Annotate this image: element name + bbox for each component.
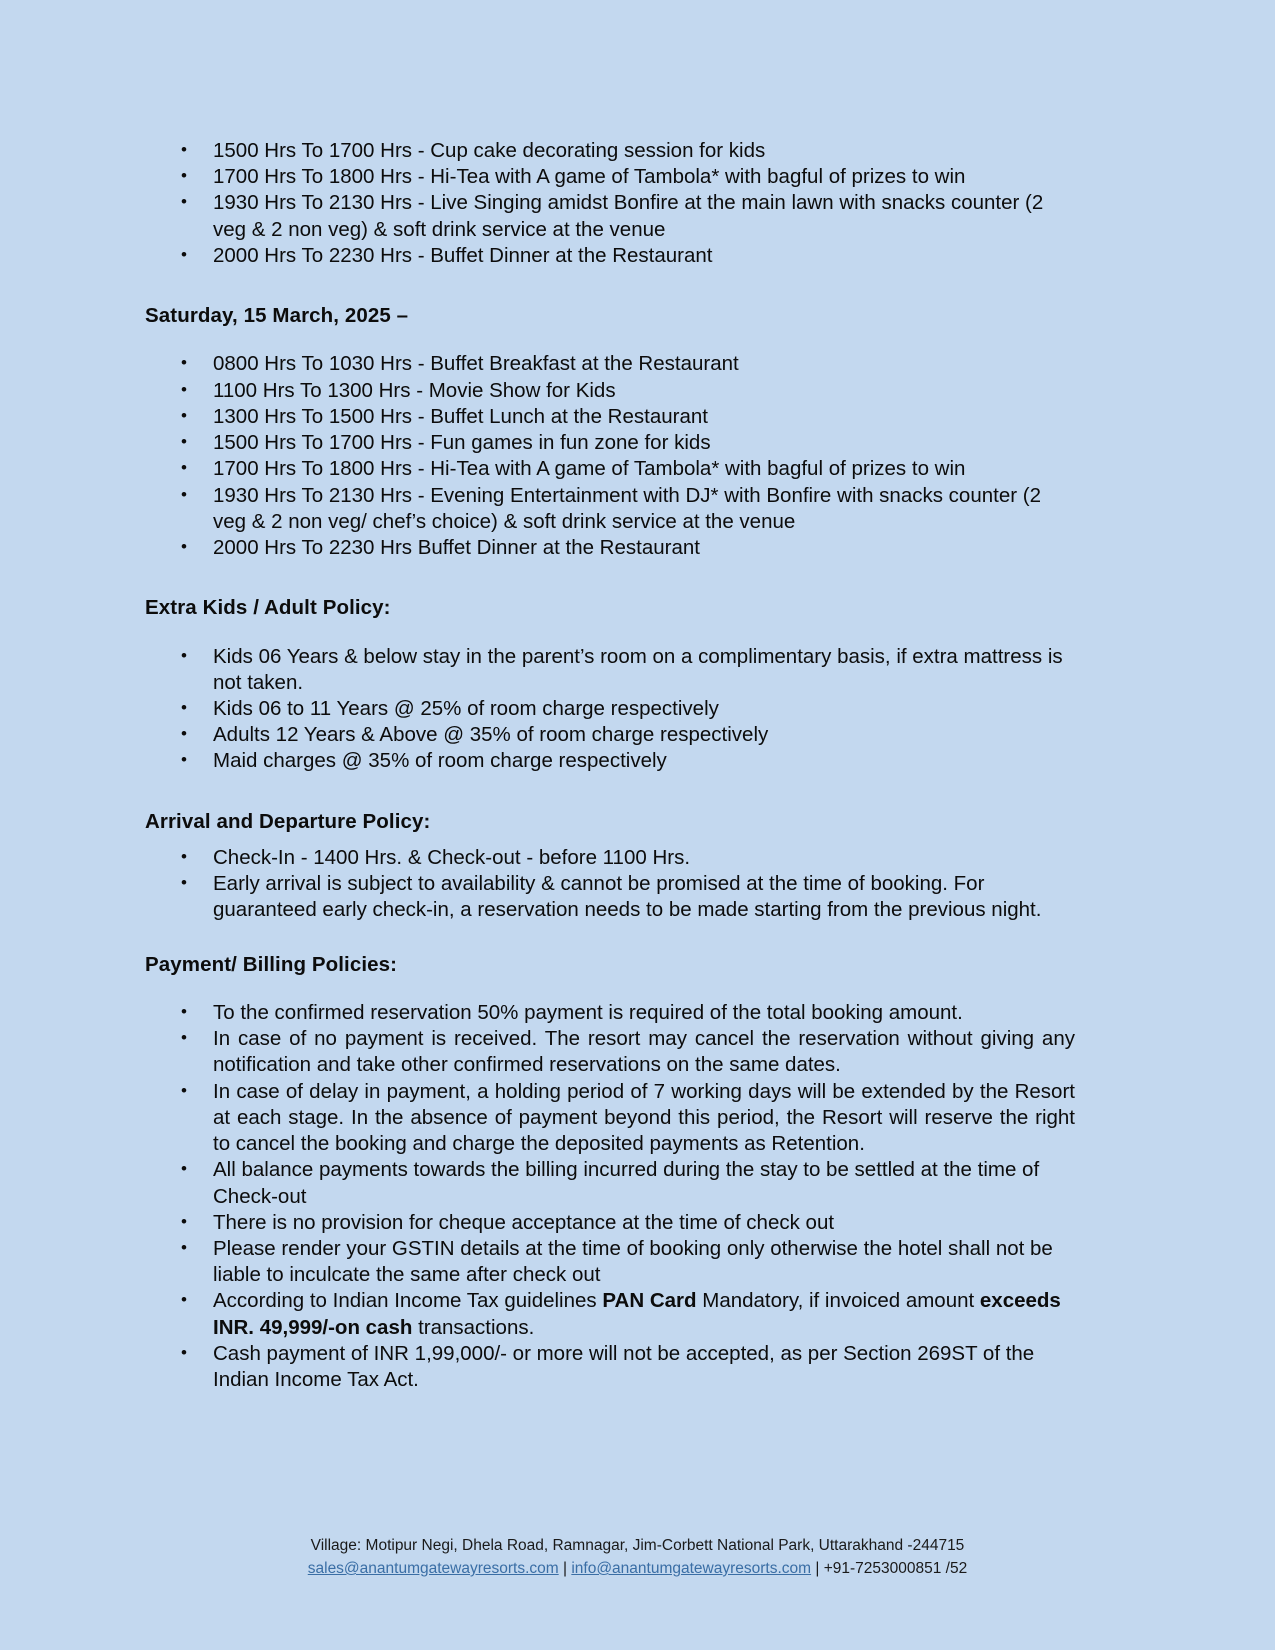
footer-email-info-link[interactable]: info@anantumgatewayresorts.com — [571, 1560, 812, 1577]
list-item: • 1930 Hrs To 2130 Hrs - Live Singing amidst Bonfire at the main lawn with snacks counter (2 veg & 2 non veg) & soft drink service at the venue — [145, 190, 1075, 242]
pan-prefix: According to Indian Income Tax guidelines — [213, 1289, 603, 1313]
saturday-heading: Saturday, 15 March, 2025 – — [145, 304, 409, 328]
footer-separator-2: | — [811, 1560, 824, 1577]
list-item: • To the confirmed reservation 50% payment is required of the total booking amount. — [145, 1000, 1075, 1026]
document-content — [145, 138, 1075, 1393]
list-item: • 2000 Hrs To 2230 Hrs Buffet Dinner at the Restaurant — [145, 535, 1075, 561]
pan-middle: Mandatory, if invoiced amount — [696, 1289, 980, 1313]
list-item: • 0800 Hrs To 1030 Hrs - Buffet Breakfast at the Restaurant — [145, 351, 1075, 377]
saturday-schedule-list — [145, 351, 1075, 561]
list-item: • 1500 Hrs To 1700 Hrs - Cup cake decorating session for kids — [145, 138, 1075, 164]
list-item: • Early arrival is subject to availability & cannot be promised at the time of booking. For guaranteed early check-in, a reservation needs to be made starting from the previous night. — [145, 871, 1075, 923]
list-item: • Please render your GSTIN details at the time of booking only otherwise the hotel shall not be liable to inculcate the same after check out — [145, 1236, 1075, 1288]
payment-billing-policies-heading: Payment/ Billing Policies: — [145, 952, 398, 976]
list-item: • In case of no payment is received. The resort may cancel the reservation without giving any notification and take other confirmed reservations on the same dates. — [145, 1026, 1075, 1078]
list-item: • Kids 06 to 11 Years @ 25% of room charge respectively — [145, 696, 1075, 722]
list-item-cash-payment: • Cash payment of INR 1,99,000/- or more will not be accepted, as per Section 269ST of the Indian Income Tax Act. — [145, 1341, 1075, 1393]
list-item: • 1500 Hrs To 1700 Hrs - Fun games in fun zone for kids — [145, 430, 1075, 456]
footer-email-sales-link[interactable]: sales@anantumgatewayresorts.com — [307, 1560, 559, 1577]
list-item: • Kids 06 Years & below stay in the parent’s room on a complimentary basis, if extra mattress is not taken. — [145, 644, 1075, 696]
pan-amount-bold: exceeds INR. 49,999/-on cash — [213, 1289, 1061, 1339]
friday-schedule-list — [145, 138, 1075, 269]
list-item: • Adults 12 Years & Above @ 35% of room charge respectively — [145, 722, 1075, 748]
list-item: • In case of delay in payment, a holding period of 7 working days will be extended by the Resort at each stage. In the absence of payment beyond this period, the Resort will reserve the right to cancel the booking and charge the deposited payments as Retention. — [145, 1079, 1075, 1158]
list-item: • 2000 Hrs To 2230 Hrs - Buffet Dinner at the Restaurant — [145, 243, 1075, 269]
footer-separator-1: | — [558, 1560, 572, 1577]
payment-billing-policies-list — [145, 1000, 1075, 1394]
extra-kids-policy-heading: Extra Kids / Adult Policy: — [145, 596, 391, 620]
footer-address: Village: Motipur Negi, Dhela Road, Ramnagar, Jim-Corbett National Park, Uttarakhand -244715 — [310, 1537, 965, 1554]
pan-suffix: transactions. — [412, 1315, 535, 1339]
list-item: • Maid charges @ 35% of room charge respectively — [145, 748, 1075, 774]
list-item: • 1100 Hrs To 1300 Hrs - Movie Show for Kids — [145, 378, 1075, 404]
extra-kids-policy-list — [145, 644, 1075, 775]
list-item: • Check-In - 1400 Hrs. & Check-out - before 1100 Hrs. — [145, 845, 1075, 871]
pan-card-bold: PAN Card — [602, 1289, 697, 1313]
page-footer — [0, 1535, 1275, 1580]
list-item: • There is no provision for cheque acceptance at the time of check out — [145, 1210, 1075, 1236]
list-item: • All balance payments towards the billing incurred during the stay to be settled at the time of Check-out — [145, 1157, 1075, 1209]
list-item-pan-card — [145, 1288, 1075, 1340]
list-item: • 1700 Hrs To 1800 Hrs - Hi-Tea with A game of Tambola* with bagful of prizes to win — [145, 164, 1075, 190]
list-item: • 1700 Hrs To 1800 Hrs - Hi-Tea with A game of Tambola* with bagful of prizes to win — [145, 456, 1075, 482]
arrival-departure-policy-list — [145, 845, 1075, 924]
list-item: • 1300 Hrs To 1500 Hrs - Buffet Lunch at the Restaurant — [145, 404, 1075, 430]
arrival-departure-policy-heading: Arrival and Departure Policy: — [145, 809, 431, 833]
footer-contact-line — [0, 1558, 1275, 1580]
footer-phone: +91-7253000851 /52 — [823, 1560, 968, 1577]
list-item: • 1930 Hrs To 2130 Hrs - Evening Entertainment with DJ* with Bonfire with snacks counter (2 veg & 2 non veg/ chef’s choice) & soft drink service at the venue — [145, 483, 1075, 535]
